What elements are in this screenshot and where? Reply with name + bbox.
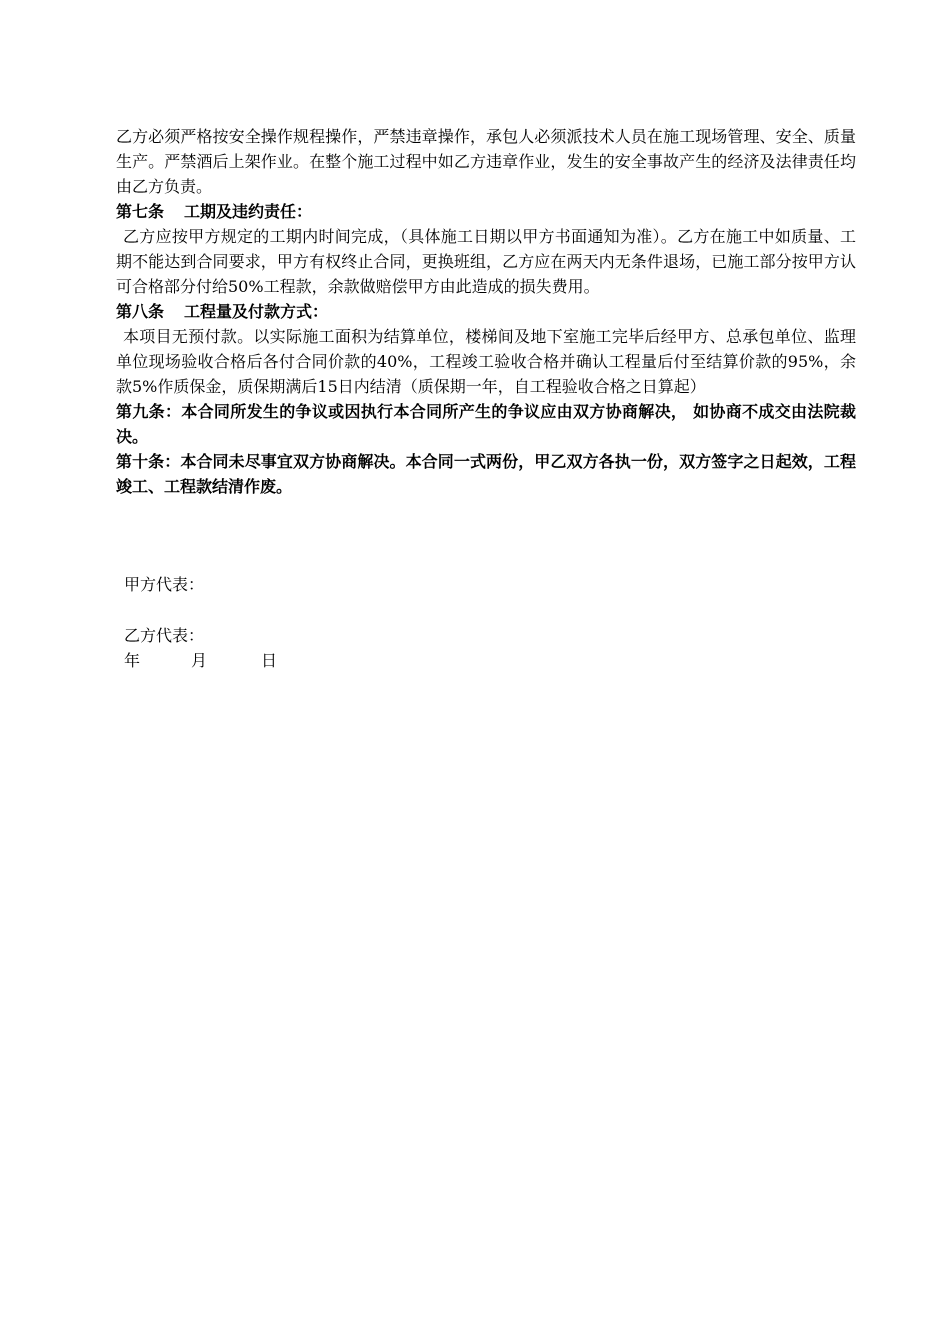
safety-paragraph: 乙方必须严格按安全操作规程操作，严禁违章操作，承包人必须派技术人员在施工现场管理、安全、质量生产。严禁酒后上架作业。在整个施工过程中如乙方违章作业，发生的安全事故产生的经济及法律责任均由乙方负责。 bbox=[116, 127, 856, 196]
article-8-body: 本项目无预付款。以实际施工面积为结算单位，楼梯间及地下室施工完毕后经甲方、总承包单位、监理单位现场验收合格后各付合同价款的40%，工程竣工验收合格并确认工程量后付至结算价款的95%，余款5%作质保金，质保期满后15日内结清（质保期一年，自工程验收合格之日算起） bbox=[116, 327, 856, 396]
signature-date bbox=[124, 650, 277, 672]
article-8-title: 工程量及付款方式： bbox=[184, 302, 329, 321]
article-10: 第十条：本合同未尽事宜双方协商解决。本合同一式两份，甲乙双方各执一份，双方签字之日起效，工程竣工、工程款结清作废。 bbox=[116, 452, 856, 496]
article-7-number: 第七条 bbox=[116, 202, 165, 221]
article-8-number: 第八条 bbox=[116, 302, 165, 321]
article-9: 第九条：本合同所发生的争议或因执行本合同所产生的争议应由双方协商解决， 如协商不成交由法院裁决。 bbox=[116, 402, 856, 446]
article-8-heading bbox=[116, 299, 856, 324]
article-7-heading bbox=[116, 199, 856, 224]
date-day-label: 日 bbox=[261, 651, 278, 670]
article-7-title: 工期及违约责任： bbox=[184, 202, 313, 221]
date-month-label: 月 bbox=[191, 651, 208, 670]
party-b-representative: 乙方代表： bbox=[124, 626, 205, 645]
date-year-label: 年 bbox=[124, 651, 141, 670]
article-7-body: 乙方应按甲方规定的工期内时间完成，（具体施工日期以甲方书面通知为准）。乙方在施工中如质量、工期不能达到合同要求，甲方有权终止合同，更换班组，乙方应在两天内无条件退场，已施工部分按甲方认可合格部分付给50%工程款，余款做赔偿甲方由此造成的损失费用。 bbox=[116, 227, 856, 296]
party-a-representative: 甲方代表： bbox=[124, 575, 205, 594]
contract-body bbox=[116, 124, 856, 499]
